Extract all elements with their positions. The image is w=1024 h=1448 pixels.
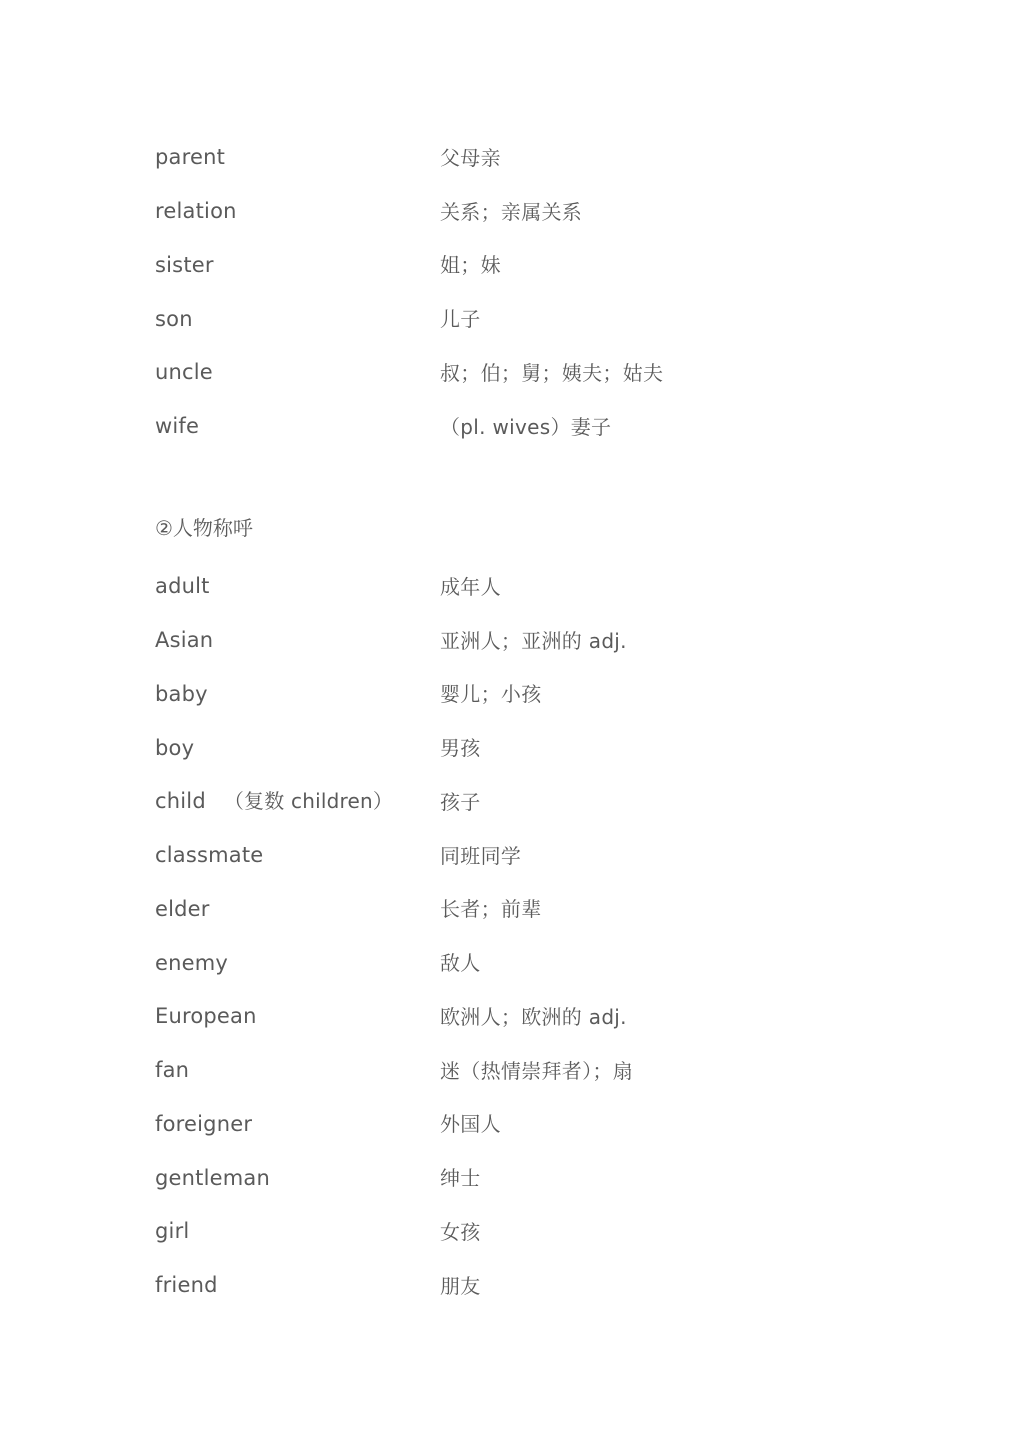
vocab-meaning: 男孩: [440, 736, 481, 761]
people-vocab-list: [155, 560, 855, 1313]
vocab-meaning: 关系；亲属关系: [440, 199, 583, 224]
vocab-meaning: 敌人: [440, 951, 481, 976]
vocab-term: sister: [155, 252, 214, 277]
vocab-row: [155, 883, 855, 937]
vocab-row: [155, 990, 855, 1044]
vocab-row: [155, 614, 855, 668]
vocab-term: parent: [155, 145, 226, 170]
vocab-meaning: 外国人: [440, 1112, 501, 1137]
vocab-row: [155, 721, 855, 775]
vocab-term: son: [155, 306, 193, 331]
vocab-row: [155, 560, 855, 614]
vocab-row: [155, 829, 855, 883]
vocab-term: Asian: [155, 628, 214, 653]
vocab-term: classmate: [155, 843, 264, 868]
vocab-row: [155, 185, 855, 239]
vocab-row: [155, 1098, 855, 1152]
vocab-meaning: 迷（热情崇拜者）；扇: [440, 1058, 633, 1083]
vocab-term-note: （复数 children）: [223, 789, 394, 814]
vocab-meaning: 绅士: [440, 1166, 481, 1191]
vocab-term: adult: [155, 574, 210, 599]
vocab-meaning: 长者；前辈: [440, 897, 542, 922]
vocab-term: elder: [155, 896, 210, 921]
vocab-term: girl: [155, 1219, 190, 1244]
vocab-row: [155, 400, 855, 454]
vocab-meaning: 姐；妹: [440, 253, 501, 278]
vocab-meaning: 成年人: [440, 574, 501, 599]
vocab-term: relation: [155, 199, 237, 224]
vocab-term: enemy: [155, 950, 229, 975]
vocab-term: foreigner: [155, 1111, 253, 1136]
vocab-term: European: [155, 1004, 257, 1029]
vocab-meaning: 女孩: [440, 1219, 481, 1244]
vocab-term: fan: [155, 1058, 190, 1083]
family-vocab-list: [155, 131, 855, 454]
vocab-row: [155, 131, 855, 185]
vocab-row: [155, 239, 855, 293]
vocab-meaning: 父母亲: [440, 145, 501, 170]
vocab-row: [155, 775, 855, 829]
vocab-meaning: 孩子: [440, 789, 481, 814]
vocab-term: wife: [155, 414, 200, 439]
vocab-term: friend: [155, 1273, 218, 1298]
vocab-term: boy: [155, 735, 195, 760]
vocab-row: [155, 1151, 855, 1205]
vocab-row: [155, 668, 855, 722]
vocab-term: uncle: [155, 360, 213, 385]
vocab-meaning: 婴儿；小孩: [440, 682, 542, 707]
vocab-row: [155, 346, 855, 400]
vocab-meaning: （pl. wives）妻子: [440, 414, 612, 439]
vocab-term: gentleman: [155, 1165, 270, 1190]
vocab-term: baby: [155, 681, 208, 706]
vocab-meaning: 同班同学: [440, 843, 522, 868]
vocab-row: [155, 292, 855, 346]
vocab-meaning: 亚洲人；亚洲的 adj.: [440, 628, 627, 653]
vocab-meaning: 叔；伯；舅；姨夫；姑夫: [440, 360, 664, 385]
vocab-row: [155, 1044, 855, 1098]
section-heading: ②人物称呼: [155, 516, 253, 540]
vocab-row: [155, 1259, 855, 1313]
vocab-meaning: 儿子: [440, 307, 481, 332]
vocab-term: child （复数 children）: [155, 789, 394, 814]
vocab-row: [155, 936, 855, 990]
vocab-meaning: 朋友: [440, 1273, 481, 1298]
vocab-row: [155, 1205, 855, 1259]
vocab-meaning: 欧洲人；欧洲的 adj.: [440, 1004, 627, 1029]
